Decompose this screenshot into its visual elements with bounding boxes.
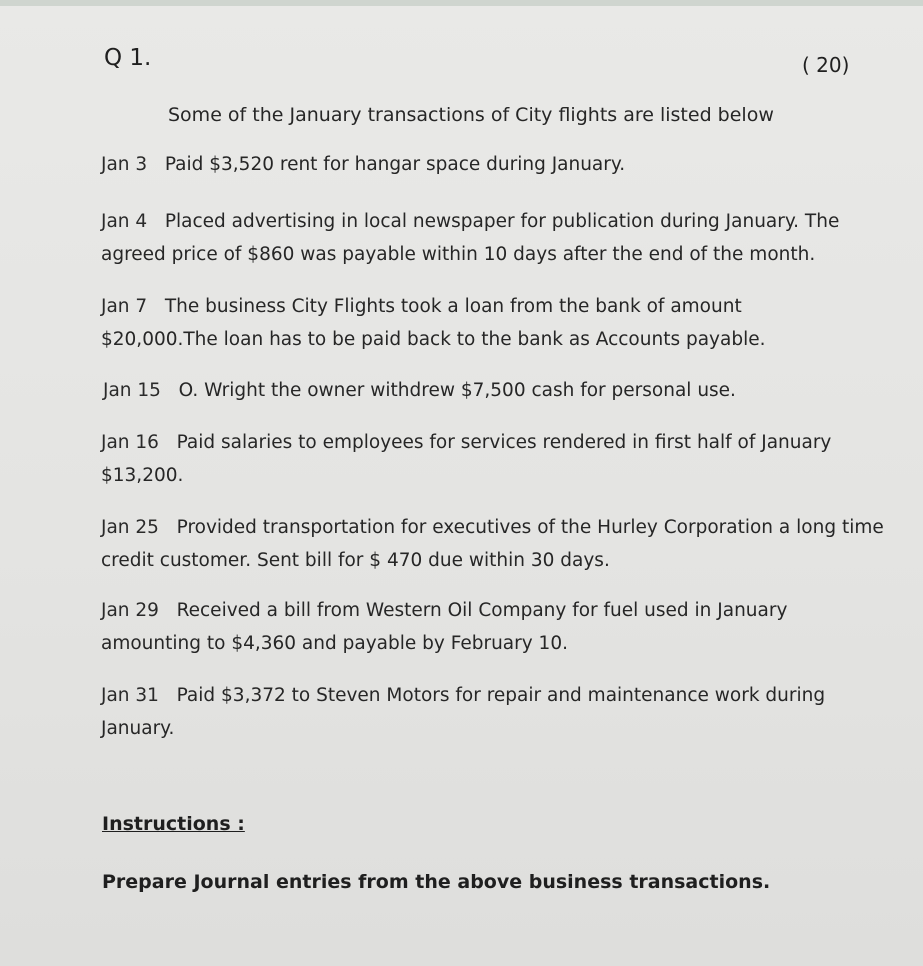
transaction-text: Paid $3,372 to Steven Motors for repair and maintenance work during January. [101,685,826,739]
transaction-date: Jan 25 [101,517,159,538]
intro-text: Some of the January transactions of City flights are listed below [168,104,774,126]
transaction-jan-25 [101,511,891,577]
transaction-text: Paid salaries to employees for services rendered in first half of January $13,200. [101,432,832,486]
transaction-text: Placed advertising in local newspaper for publication during January. The agreed price of $860 was payable within 10 days after the end of the month. [101,211,840,265]
transaction-date: Jan 29 [101,600,159,621]
instructions-text: Prepare Journal entries from the above business transactions. [102,871,771,893]
instructions-heading: Instructions : [102,813,245,835]
transaction-text: Paid $3,520 rent for hangar space during January. [164,154,626,175]
transaction-date: Jan 15 [103,380,161,401]
transaction-text: Received a bill from Western Oil Company for fuel used in January amounting to $4,360 and payable by February 10. [101,600,788,654]
transaction-jan-31 [101,679,891,745]
transaction-jan-29 [101,594,891,660]
transaction-date: Jan 3 [101,154,148,175]
transaction-jan-4 [101,205,891,271]
question-marks: ( 20) [802,53,850,77]
transaction-text: Provided transportation for executives of the Hurley Corporation a long time credit customer. Sent bill for $ 470 due within 30 days. [101,517,884,571]
transaction-text: O. Wright the owner withdrew $7,500 cash for personal use. [178,380,736,401]
transaction-jan-7 [101,290,801,356]
transaction-text: The business City Flights took a loan from the bank of amount $20,000.The loan has to be paid back to the bank as Accounts payable. [101,296,766,350]
transaction-date: Jan 4 [101,211,148,232]
question-number: Q 1. [104,45,152,71]
transaction-jan-3 [101,148,891,181]
transaction-date: Jan 16 [101,432,159,453]
transaction-jan-15 [103,374,893,407]
transaction-date: Jan 7 [101,296,148,317]
transaction-jan-16 [101,426,891,492]
transaction-date: Jan 31 [101,685,159,706]
top-edge [0,0,923,6]
